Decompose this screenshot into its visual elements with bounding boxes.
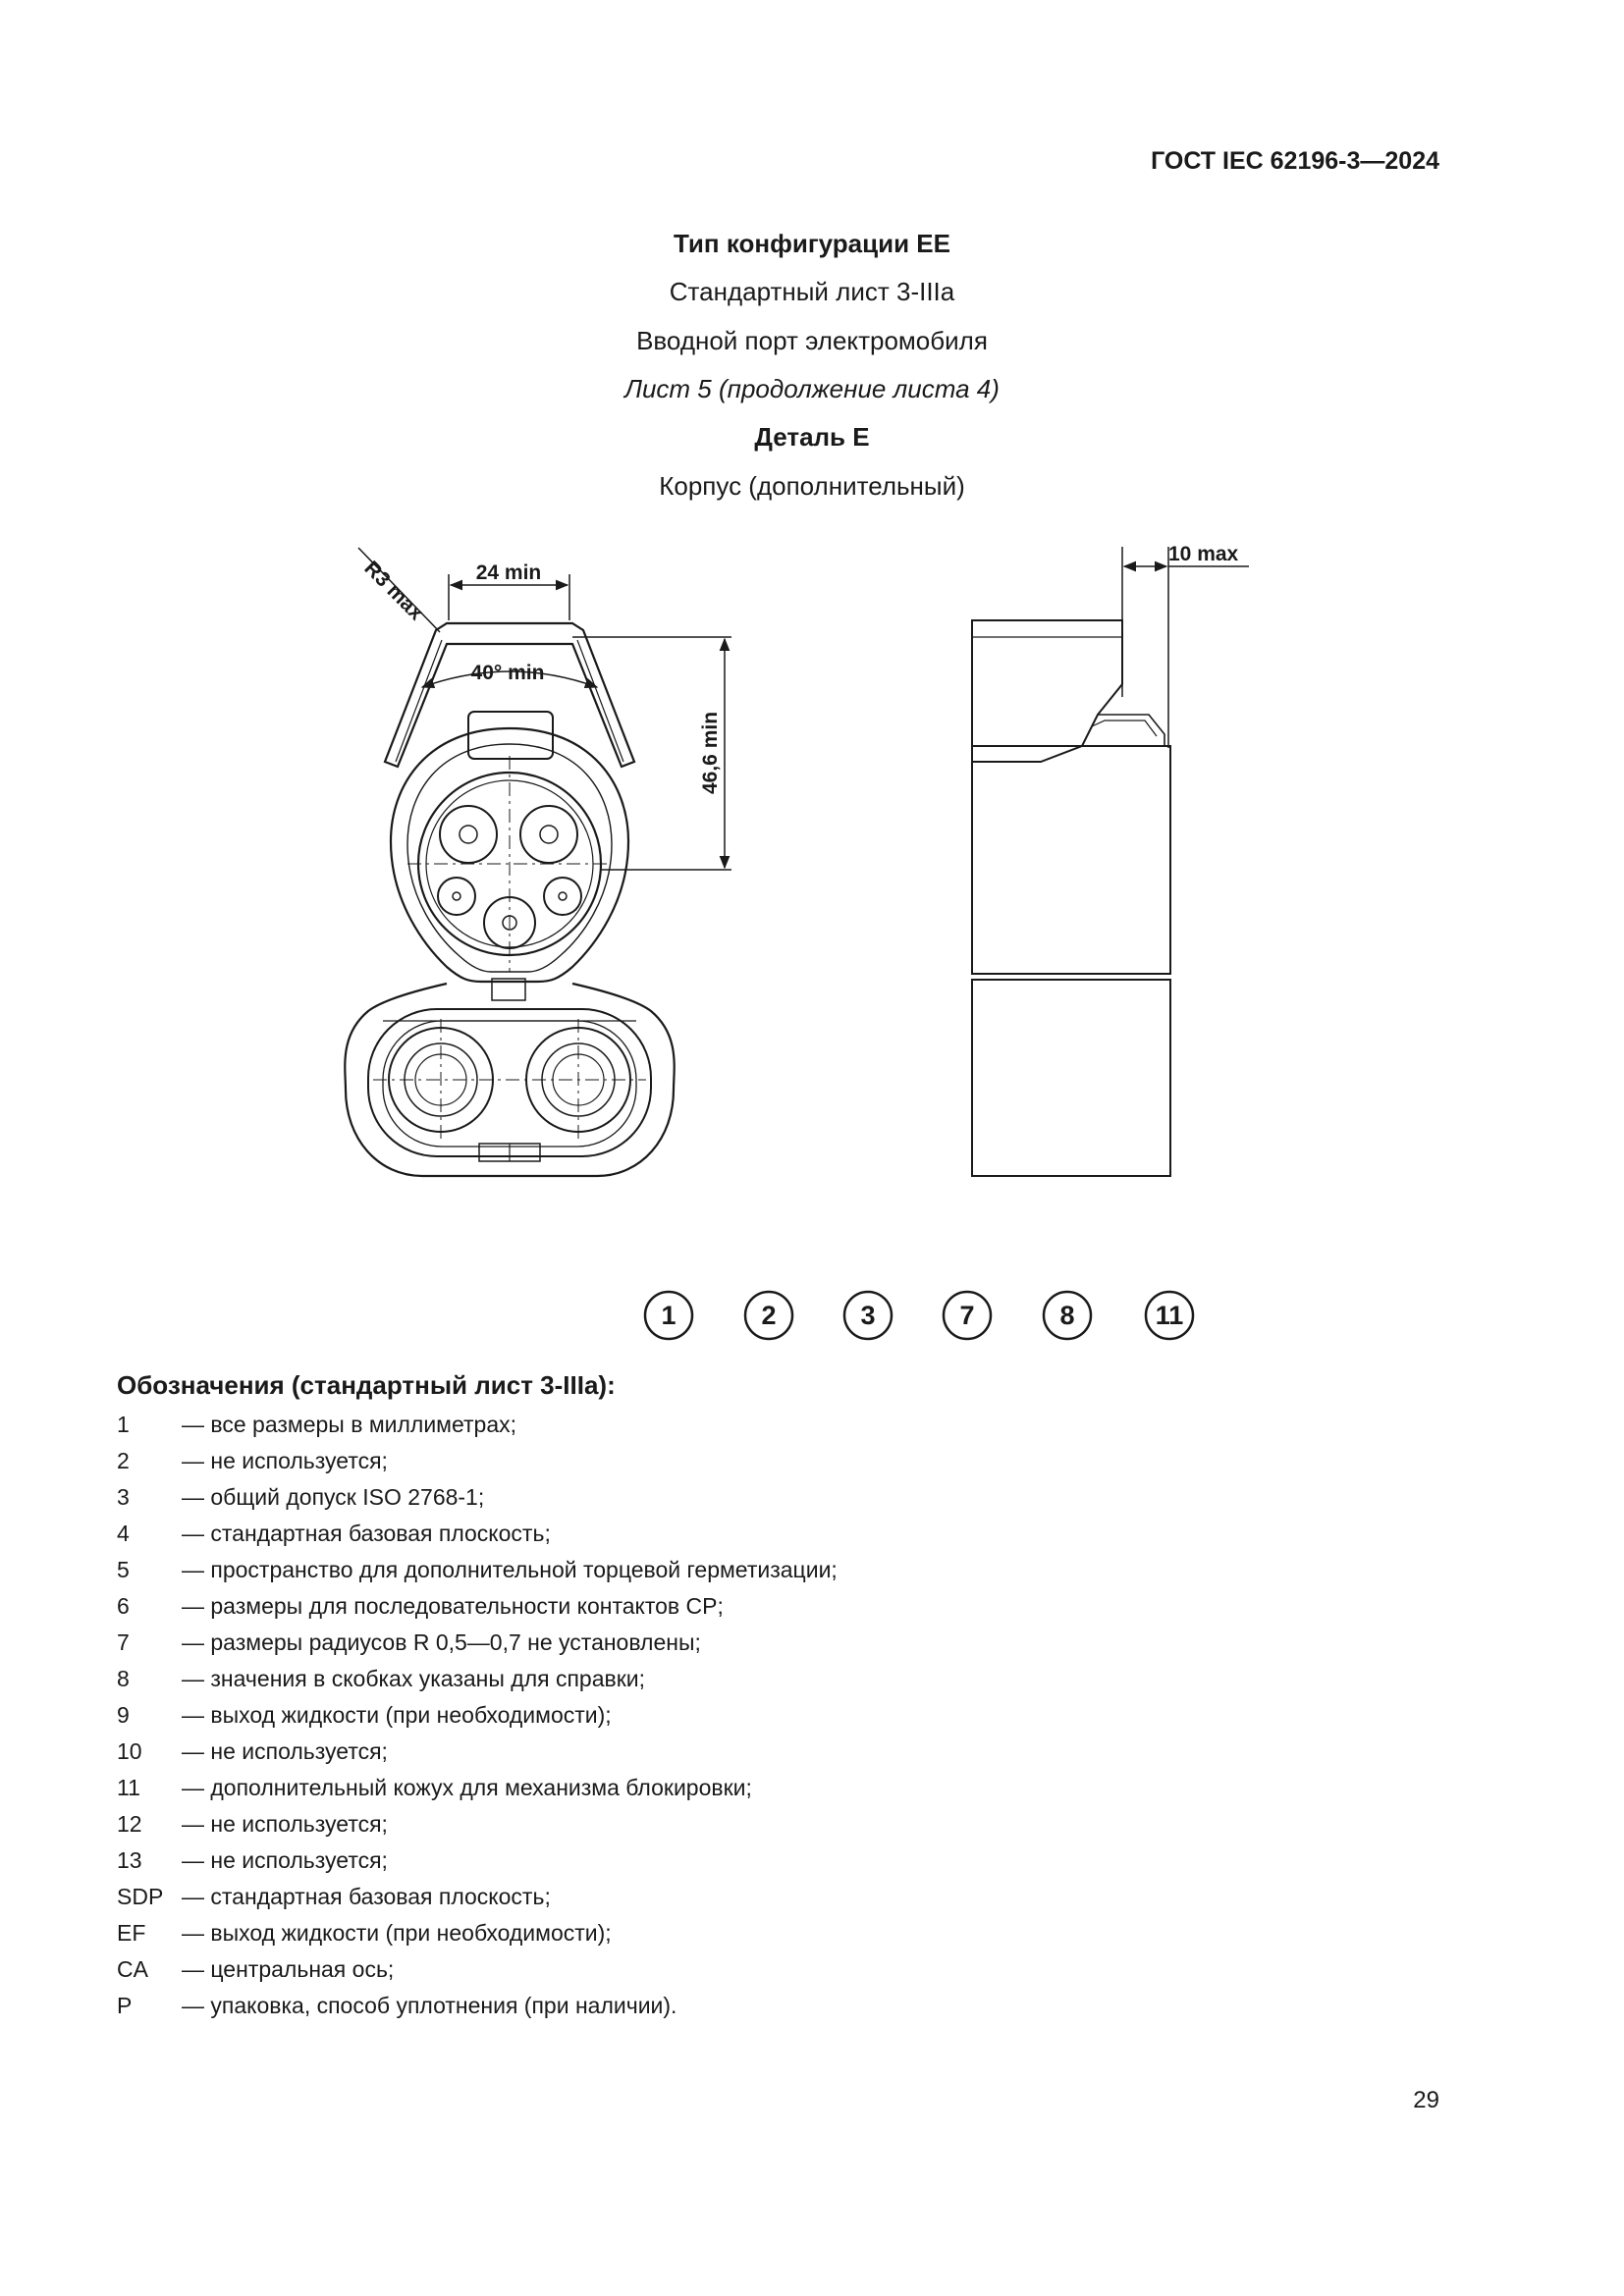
legend-key: 3 xyxy=(117,1484,130,1510)
legend-text: — не используется; xyxy=(182,1811,388,1837)
legend-key: SDP xyxy=(117,1884,164,1909)
legend-text: — выход жидкости (при необходимости); xyxy=(182,1920,612,1946)
sheet-number: Лист 5 (продолжение листа 4) xyxy=(624,374,1000,403)
legend-key: 13 xyxy=(117,1847,142,1873)
dim-10-max: 10 max xyxy=(1168,543,1239,565)
legend-item xyxy=(117,1552,1393,1588)
legend-item xyxy=(117,1770,1393,1806)
detail-subtitle: Корпус (дополнительный) xyxy=(659,471,965,501)
legend-item xyxy=(117,1951,1393,1988)
legend-key: 9 xyxy=(117,1702,130,1728)
legend-key: 4 xyxy=(117,1521,130,1546)
marker-label: 7 xyxy=(959,1301,975,1330)
marker-3 xyxy=(844,1292,892,1339)
legend-item xyxy=(117,1842,1393,1879)
legend-key: 2 xyxy=(117,1448,130,1473)
legend-text: — не используется; xyxy=(182,1847,388,1873)
legend-list xyxy=(117,1407,1393,2024)
legend-key: 11 xyxy=(117,1775,140,1800)
detail-title: Деталь Е xyxy=(754,422,870,452)
legend-key: 12 xyxy=(117,1811,142,1837)
legend-item xyxy=(117,1734,1393,1770)
marker-label: 11 xyxy=(1155,1301,1184,1330)
legend-item xyxy=(117,1516,1393,1552)
marker-label: 8 xyxy=(1059,1301,1075,1330)
legend-key: 7 xyxy=(117,1629,130,1655)
legend-item xyxy=(117,1915,1393,1951)
legend-key: P xyxy=(117,1993,133,2018)
legend-item xyxy=(117,1625,1393,1661)
legend-item xyxy=(117,1407,1393,1443)
dim-r3-max: R3 max xyxy=(359,557,428,625)
legend-text: — выход жидкости (при необходимости); xyxy=(182,1702,612,1728)
legend-item xyxy=(117,1988,1393,2024)
legend-item xyxy=(117,1443,1393,1479)
standard-sheet-label: Стандартный лист 3-IIIa xyxy=(669,277,955,306)
legend-key: 10 xyxy=(117,1738,142,1764)
legend-item xyxy=(117,1806,1393,1842)
marker-1 xyxy=(645,1292,692,1339)
legend-text: — общий допуск ISO 2768-1; xyxy=(182,1484,485,1510)
marker-11 xyxy=(1146,1292,1193,1339)
marker-label: 3 xyxy=(860,1301,876,1330)
legend-item xyxy=(117,1879,1393,1915)
legend-text: — дополнительный кожух для механизма блокировки; xyxy=(182,1775,752,1800)
legend-key: 5 xyxy=(117,1557,130,1582)
legend-key: EF xyxy=(117,1920,146,1946)
legend-item xyxy=(117,1697,1393,1734)
legend-key: 8 xyxy=(117,1666,130,1691)
legend-item xyxy=(117,1661,1393,1697)
legend-text: — размеры радиусов R 0,5—0,7 не установлены; xyxy=(182,1629,701,1655)
dim-24-min: 24 min xyxy=(475,561,542,584)
config-type-title: Тип конфигурации ЕЕ xyxy=(674,229,950,258)
legend-text: — упаковка, способ уплотнения (при наличии). xyxy=(182,1993,677,2018)
legend-text: — пространство для дополнительной торцевой герметизации; xyxy=(182,1557,838,1582)
legend-title: Обозначения (стандартный лист 3-IIIa): xyxy=(117,1370,616,1400)
legend-item xyxy=(117,1479,1393,1516)
port-description: Вводной порт электромобиля xyxy=(636,326,988,355)
legend-text: — все размеры в миллиметрах; xyxy=(182,1412,517,1437)
marker-2 xyxy=(745,1292,792,1339)
dim-40-min: 40° min xyxy=(470,662,545,684)
legend-key: 1 xyxy=(117,1412,130,1437)
legend-text: — стандартная базовая плоскость; xyxy=(182,1884,551,1909)
marker-label: 2 xyxy=(761,1301,777,1330)
legend-text: — центральная ось; xyxy=(182,1956,395,1982)
legend-key: CA xyxy=(117,1956,148,1982)
legend-text: — не используется; xyxy=(182,1448,388,1473)
marker-label: 1 xyxy=(661,1301,677,1330)
legend-key: 6 xyxy=(117,1593,130,1619)
dim-46-6-min: 46,6 min xyxy=(699,711,722,795)
marker-7 xyxy=(944,1292,991,1339)
legend-text: — не используется; xyxy=(182,1738,388,1764)
legend-text: — стандартная базовая плоскость; xyxy=(182,1521,551,1546)
legend-text: — значения в скобках указаны для справки; xyxy=(182,1666,646,1691)
page-number: 29 xyxy=(1413,2087,1439,2113)
legend-text: — размеры для последовательности контактов CP; xyxy=(182,1593,724,1619)
document-code: ГОСТ IEC 62196-3—2024 xyxy=(1151,147,1439,175)
marker-8 xyxy=(1044,1292,1091,1339)
legend-item xyxy=(117,1588,1393,1625)
